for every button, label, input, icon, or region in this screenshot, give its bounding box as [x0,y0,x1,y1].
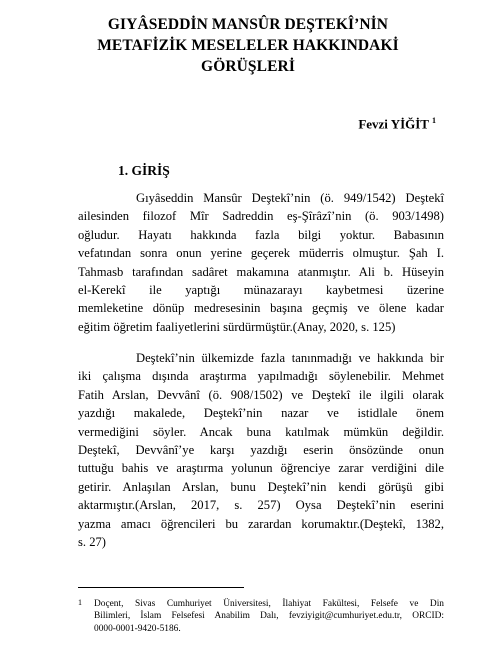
paragraph-line: ailesinden filozof Mîr Sadreddin eş-Şîrâzî’nin (ö. 903/1498) [78,209,444,224]
paragraph-line: eğitim öğretim faaliyetlerini sürdürmüştür.(Anay, 2020, s. 125) [78,319,396,334]
paragraph-1 [78,189,444,336]
paragraph-line: yazma amacı öğrencileri bu zarardan korumaktır.(Deştekî, 1382, [78,516,444,531]
title-line-3: GÖRÜŞLERİ [201,58,295,75]
footnote-text [94,598,444,635]
paragraph-line: el-Kerekî ile yaptığı münazarayı kaybetmesi üzerine [78,283,444,298]
paragraph-line: Fatih Arslan, Devvânî (ö. 908/1502) ve Deştekî ile ilgili olarak [78,387,444,402]
paragraph-line: iki çalışma dışında araştırma yapılmadığı söylenebilir. Mehmet [78,369,444,384]
paragraph-line: yazdığı makalede, Deştekî’nin nazar ve istidlale önem [78,406,444,421]
paragraph-2 [78,349,444,551]
title-line-2: METAFİZİK MESELELER HAKKINDAKİ [97,37,399,54]
footnote-line: Doçent, Sivas Cumhuriyet Üniversitesi, İlahiyat Fakültesi, Felsefe ve Din [94,599,444,609]
footnote-mark: 1 [78,598,82,607]
paragraph-line: aktarmıştır.(Arslan, 2017, s. 257) Oysa Deştekî’nin eserini [78,498,444,513]
footnote-line: 0000-0001-9420-5186. [94,623,181,634]
author-footnote-mark: 1 [432,116,436,125]
paragraph-line: vefatından sonra onun yerine geçerek müderris olmuştur. Şah I. [78,246,444,261]
article-title [60,14,436,77]
footnote [78,598,444,635]
footnote-line: Bilimleri, İslam Felsefesi Anabilim Dalı, fevziyigit@cumhuriyet.edu.tr, ORCID: [94,611,444,622]
section-heading: 1. GİRİŞ [118,163,170,178]
paragraph-line: memleketine dönüp medresesinin başına geçmiş ve ölene kadar [78,301,444,316]
footnote-divider [78,587,244,588]
paragraph-line: Deştekî, Devvânî’ye karşı yazdığı eserin önsözünde onun [78,443,444,458]
paragraph-line: getirir. Anlaşılan Arslan, bunu Deştekî’nin kendi görüşü gibi [78,479,444,494]
paragraph-line: Deştekî’nin ülkemizde fazla tanınmadığı ve hakkında bir [136,351,444,365]
paragraph-line: tuttuğu bahis ve araştırma yolunun öğrenciye zarar verdiğini dile [78,461,444,476]
paragraph-line: Tahmasb tarafından sadâret makamına atanmıştır. Ali b. Hüseyin [78,264,444,279]
paragraph-line: Gıyâseddin Mansûr Deştekî’nin (ö. 949/1542) Deştekî [136,191,444,205]
paragraph-line: oğludur. Hayatı hakkında fazla bilgi yoktur. Babasının [78,227,444,242]
author-byline [358,116,436,132]
title-line-1: GIYÂSEDDİN MANSÛR DEŞTEKÎ’NİN [107,16,389,33]
author-name: Fevzi YİĞİT [358,116,429,132]
paragraph-line: s. 27) [78,535,106,550]
paragraph-line: vermediğini söyler. Ancak buna katılmak mümkün değildir. [78,424,444,439]
